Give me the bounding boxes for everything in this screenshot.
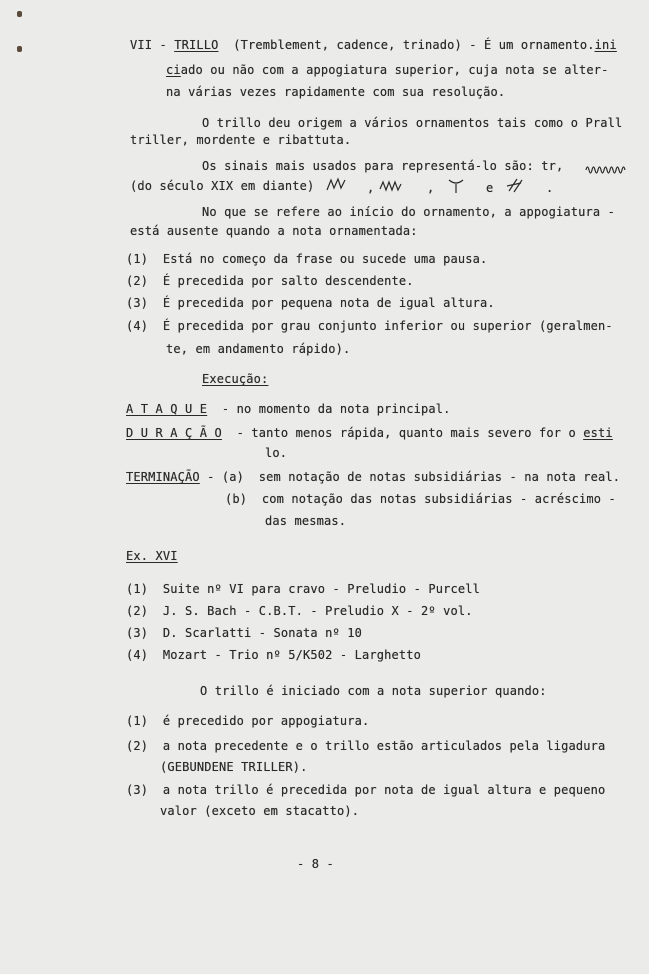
list-text: J. S. Bach - C.B.T. - Preludio X - 2º vol.: [162, 604, 473, 618]
turn-sign-symbol: [448, 178, 464, 194]
duracao-label: D U R A Ç Ã O: [126, 426, 222, 440]
execucao-heading: Execução:: [202, 372, 269, 386]
list-item: [126, 739, 605, 753]
list-text: Suite nº VI para cravo - Preludio - Purcell: [162, 582, 480, 596]
list-text: É precedida por pequena nota de igual altura.: [162, 296, 495, 310]
list-item-continuation: (GEBUNDENE TRILLER).: [160, 760, 308, 774]
list-number: (2): [126, 739, 149, 753]
list-item: [126, 714, 369, 728]
paragraph-line: está ausente quando a nota ornamentada:: [130, 224, 418, 238]
list-number: (1): [126, 582, 149, 596]
list-item-continuation: te, em andamento rápido).: [166, 342, 351, 356]
separator-comma: ,: [427, 181, 435, 195]
list-item: [126, 274, 414, 288]
example-item: [126, 604, 473, 618]
terminacao-line-a: [126, 470, 620, 484]
list-text: É precedida por grau conjunto inferior ou superior (geralmen-: [162, 319, 613, 333]
list-item: [126, 319, 613, 333]
hyphenated-fragment: esti: [583, 426, 613, 440]
terminacao-continuation: das mesmas.: [265, 514, 347, 528]
trill-sign-symbol: [586, 162, 626, 174]
section-heading-line: [130, 38, 617, 52]
paragraph-line: O trillo é iniciado com a nota superior quando:: [200, 684, 547, 698]
page-number: - 8 -: [297, 857, 334, 871]
list-number: (3): [126, 626, 149, 640]
list-number: (3): [126, 296, 149, 310]
paragraph-line: No que se refere ao início do ornamento, a appogiatura -: [202, 205, 615, 219]
list-text: É precedida por salto descendente.: [162, 274, 414, 288]
list-number: (1): [126, 252, 149, 266]
hyphenated-fragment: ini: [594, 38, 617, 52]
list-text: a nota precedente e o trillo estão articulados pela ligadura: [162, 739, 606, 753]
list-text: Está no começo da frase ou sucede uma pausa.: [162, 252, 488, 266]
definition-text: ado ou não com a appogiatura superior, cuja nota se alter-: [180, 63, 609, 77]
list-text: é precedido por appogiatura.: [162, 714, 370, 728]
list-number: (2): [126, 604, 149, 618]
paragraph-line: Os sinais mais usados para representá-lo são: tr,: [202, 159, 564, 173]
paragraph-line: O trillo deu origem a vários ornamentos tais como o Prall: [202, 116, 623, 130]
slash-sign-symbol: [507, 177, 523, 193]
ataque-text: - no momento da nota principal.: [221, 402, 451, 416]
sentence-period: .: [546, 181, 554, 195]
section-term: TRILLO: [174, 38, 219, 52]
duracao-text: - tanto menos rápida, quanto mais severo for o: [236, 426, 576, 440]
example-item: [126, 626, 362, 640]
option-marker: (b): [225, 492, 248, 506]
list-item-continuation: valor (exceto em stacatto).: [160, 804, 360, 818]
option-marker: - (a): [207, 470, 244, 484]
hyphenated-fragment: ci: [166, 63, 181, 77]
example-item: [126, 648, 421, 662]
paragraph-line: (do século XIX em diante): [130, 179, 315, 193]
ataque-label: A T A Q U E: [126, 402, 208, 416]
list-item: [126, 296, 495, 310]
example-item: [126, 582, 480, 596]
list-number: (4): [126, 648, 149, 662]
duracao-line: [126, 426, 613, 440]
list-text: D. Scarlatti - Sonata nº 10: [162, 626, 362, 640]
list-item: [126, 252, 487, 266]
list-text: a nota trillo é precedida por nota de igual altura e pequeno: [162, 783, 606, 797]
list-number: (4): [126, 319, 149, 333]
inverted-mordent-sign-symbol: [380, 179, 404, 193]
example-heading: Ex. XVI: [126, 549, 178, 563]
option-text: com notação das notas subsidiárias - acréscimo -: [261, 492, 616, 506]
definition-line: [166, 63, 608, 77]
conjunction-e: e: [486, 181, 494, 195]
list-item: [126, 783, 605, 797]
mordent-sign-symbol: [327, 178, 347, 192]
option-text: sem notação de notas subsidiárias - na nota real.: [258, 470, 621, 484]
punch-hole-mark: [17, 46, 22, 52]
list-number: (1): [126, 714, 149, 728]
list-text: Mozart - Trio nº 5/K502 - Larghetto: [162, 648, 421, 662]
list-number: (2): [126, 274, 149, 288]
terminacao-line-b: [225, 492, 616, 506]
definition-text: (Tremblement, cadence, trinado) - É um ornamento.: [233, 38, 595, 52]
duracao-continuation: lo.: [265, 446, 288, 460]
paragraph-line: triller, mordente e ribattuta.: [130, 133, 352, 147]
punch-hole-mark: [17, 11, 22, 17]
definition-line: na várias vezes rapidamente com sua resolução.: [166, 85, 506, 99]
separator-comma: ,: [367, 181, 375, 195]
section-numeral: VII -: [130, 38, 167, 52]
list-number: (3): [126, 783, 149, 797]
terminacao-label: TERMINAÇÃO: [126, 470, 200, 484]
ataque-line: [126, 402, 451, 416]
